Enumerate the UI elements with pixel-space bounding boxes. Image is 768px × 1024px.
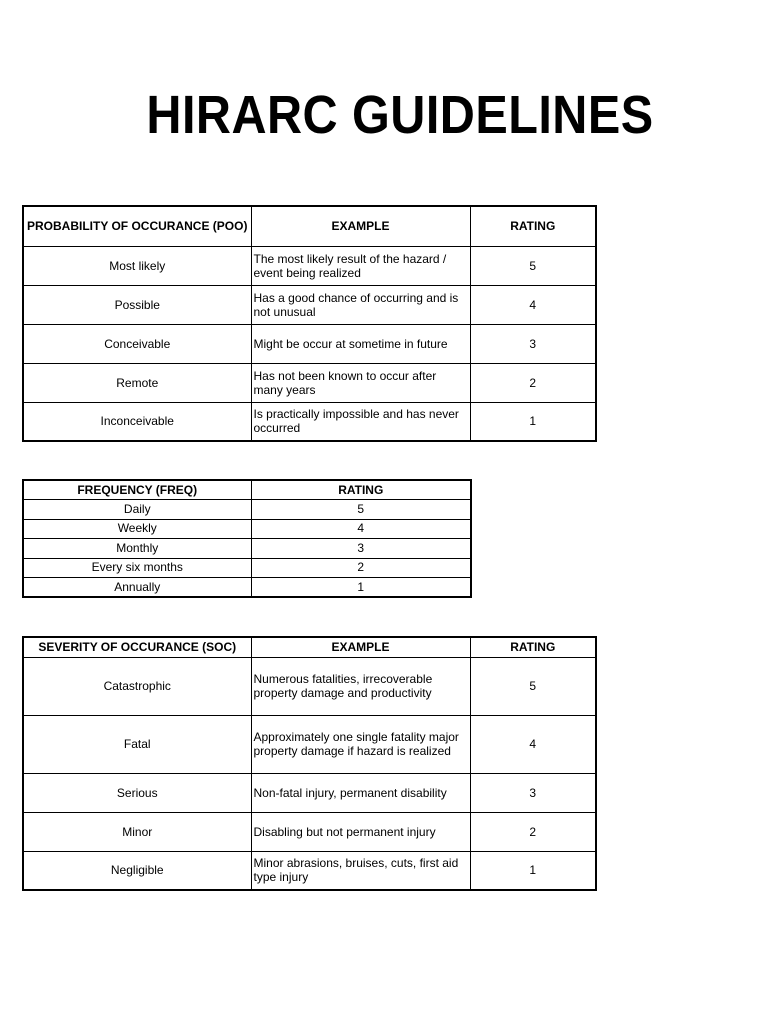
rating-cell: 1 — [470, 402, 596, 441]
rating-cell: 5 — [470, 657, 596, 715]
example-cell: Non-fatal injury, permanent disability — [251, 773, 470, 812]
table-row — [23, 578, 471, 598]
table-header-row — [23, 637, 596, 657]
column-header: RATING — [251, 480, 471, 500]
severity-table — [22, 636, 597, 891]
level-cell: Minor — [23, 812, 251, 851]
table-row — [23, 500, 471, 520]
column-header: PROBABILITY OF OCCURANCE (POO) — [23, 206, 251, 246]
example-cell: Has not been known to occur after many years — [251, 363, 470, 402]
example-cell: Has a good chance of occurring and is not unusual — [251, 285, 470, 324]
table-row — [23, 657, 596, 715]
rating-cell: 2 — [470, 363, 596, 402]
level-cell: Conceivable — [23, 324, 251, 363]
level-cell: Most likely — [23, 246, 251, 285]
rating-cell: 4 — [470, 285, 596, 324]
rating-cell: 4 — [251, 519, 471, 539]
level-cell: Negligible — [23, 851, 251, 890]
table-row — [23, 715, 596, 773]
rating-cell: 5 — [251, 500, 471, 520]
rating-cell: 2 — [470, 812, 596, 851]
rating-cell: 1 — [251, 578, 471, 598]
level-cell: Catastrophic — [23, 657, 251, 715]
example-cell: The most likely result of the hazard / event being realized — [251, 246, 470, 285]
level-cell: Daily — [23, 500, 251, 520]
rating-cell: 1 — [470, 851, 596, 890]
table-row — [23, 285, 596, 324]
table-row — [23, 539, 471, 559]
column-header: FREQUENCY (FREQ) — [23, 480, 251, 500]
table-row — [23, 363, 596, 402]
level-cell: Monthly — [23, 539, 251, 559]
level-cell: Remote — [23, 363, 251, 402]
table-row — [23, 773, 596, 812]
frequency-table — [22, 479, 472, 598]
column-header: RATING — [470, 206, 596, 246]
table-row — [23, 812, 596, 851]
table-row — [23, 851, 596, 890]
table-row — [23, 324, 596, 363]
example-cell: Minor abrasions, bruises, cuts, first aid type injury — [251, 851, 470, 890]
rating-cell: 5 — [470, 246, 596, 285]
level-cell: Annually — [23, 578, 251, 598]
table-row — [23, 246, 596, 285]
table-row — [23, 519, 471, 539]
rating-cell: 2 — [251, 558, 471, 578]
level-cell: Possible — [23, 285, 251, 324]
example-cell: Approximately one single fatality major property damage if hazard is realized — [251, 715, 470, 773]
column-header: RATING — [470, 637, 596, 657]
example-cell: Is practically impossible and has never occurred — [251, 402, 470, 441]
page-title: HIRARC GUIDELINES — [146, 85, 654, 145]
column-header: SEVERITY OF OCCURANCE (SOC) — [23, 637, 251, 657]
level-cell: Fatal — [23, 715, 251, 773]
table-row — [23, 558, 471, 578]
column-header: EXAMPLE — [251, 637, 470, 657]
level-cell: Inconceivable — [23, 402, 251, 441]
level-cell: Every six months — [23, 558, 251, 578]
rating-cell: 4 — [470, 715, 596, 773]
level-cell: Serious — [23, 773, 251, 812]
example-cell: Might be occur at sometime in future — [251, 324, 470, 363]
table-header-row — [23, 206, 596, 246]
rating-cell: 3 — [470, 773, 596, 812]
table-header-row — [23, 480, 471, 500]
rating-cell: 3 — [470, 324, 596, 363]
level-cell: Weekly — [23, 519, 251, 539]
table-row — [23, 402, 596, 441]
example-cell: Numerous fatalities, irrecoverable property damage and productivity — [251, 657, 470, 715]
probability-table — [22, 205, 597, 442]
example-cell: Disabling but not permanent injury — [251, 812, 470, 851]
rating-cell: 3 — [251, 539, 471, 559]
column-header: EXAMPLE — [251, 206, 470, 246]
